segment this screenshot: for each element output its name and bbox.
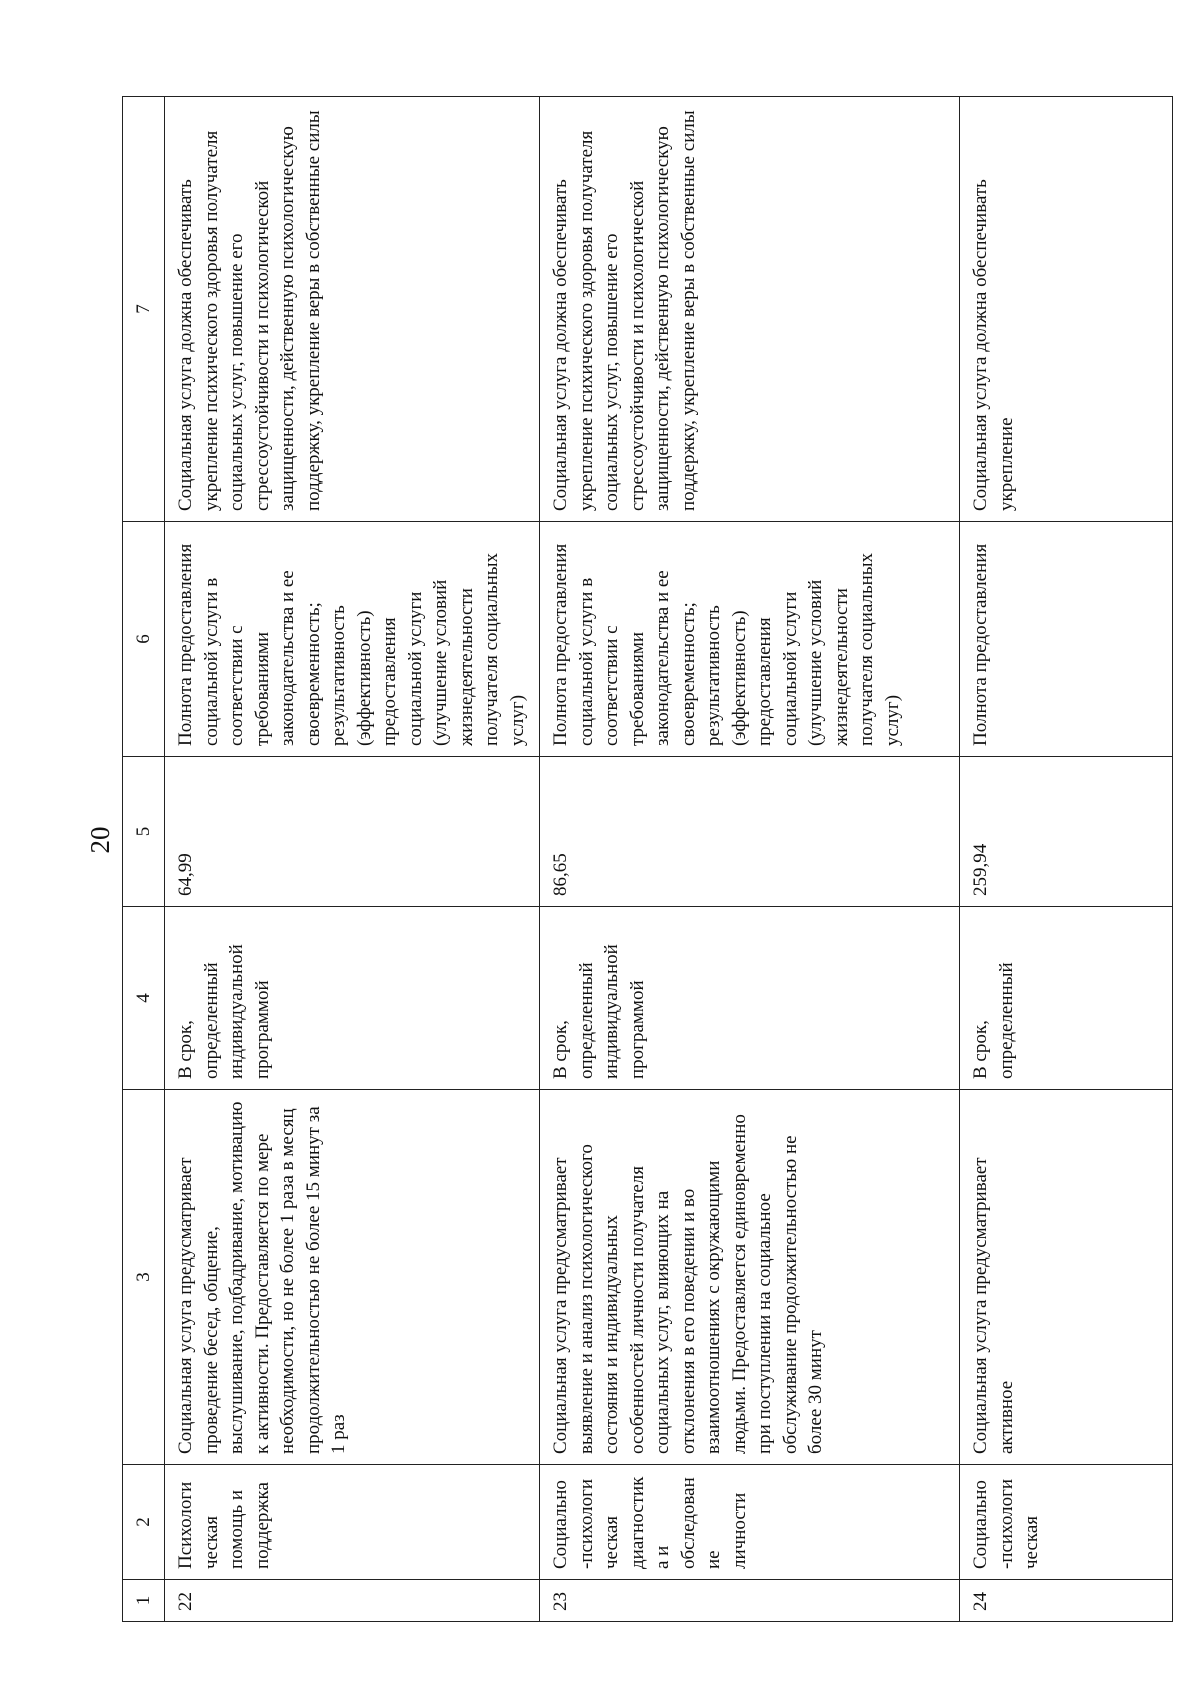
service-conditions: Социальная услуга должна обеспечивать укрепление: [960, 97, 1173, 522]
header-col-5: 5: [123, 757, 165, 907]
page-number: 20: [85, 826, 115, 854]
table-row: [165, 97, 540, 1622]
quality-indicators: Полнота предоставления социальной услуги в соответствии с требованиями законодательства и ее своевременность; результативность (эффективность) предоставления социальной услуги (улучшение условий жизнедеятельности получателя социальных услуг): [540, 522, 960, 757]
service-term: В срок, определенный индивидуальной программой: [540, 907, 960, 1090]
service-name: Социально-психологическая диагностика и обследование личности: [540, 1465, 960, 1580]
header-col-3: 3: [123, 1090, 165, 1465]
header-col-1: 1: [123, 1580, 165, 1622]
table-row: [960, 97, 1173, 1622]
rotated-table-container: [122, 97, 1172, 1622]
service-description: Социальная услуга предусматривает активное: [960, 1090, 1173, 1465]
service-description: Социальная услуга предусматривает выявление и анализ психологического состояния и индивидуальных особенностей личности получателя социальных услуг, влияющих на отклонения в его поведении и во взаимоотношениях с окружающими людьми. Предоставляется единовременно при поступлении на социальное обслуживание продолжительностью не более 30 минут: [540, 1090, 960, 1465]
service-conditions: Социальная услуга должна обеспечивать укрепление психического здоровья получателя социальных услуг, повышение его стрессоустойчивости и психологической защищенности, действенную психологическую поддержку, укрепление веры в собственные силы: [540, 97, 960, 522]
service-term: В срок, определенный индивидуальной программой: [165, 907, 540, 1090]
header-col-2: 2: [123, 1465, 165, 1580]
header-col-7: 7: [123, 97, 165, 522]
service-price: 259,94: [960, 757, 1173, 907]
service-conditions: Социальная услуга должна обеспечивать укрепление психического здоровья получателя социальных услуг, повышение его стрессоустойчивости и психологической защищенности, действенную психологическую поддержку, укрепление веры в собственные силы: [165, 97, 540, 522]
header-col-4: 4: [123, 907, 165, 1090]
row-number: 23: [540, 1580, 960, 1622]
quality-indicators: Полнота предоставления социальной услуги в соответствии с требованиями законодательства и ее своевременность; результативность (эффективность) предоставления социальной услуги (улучшение условий жизнедеятельности получателя социальных услуг): [165, 522, 540, 757]
service-price: 86,65: [540, 757, 960, 907]
table-row: [540, 97, 960, 1622]
quality-indicators: Полнота предоставления: [960, 522, 1173, 757]
service-description: Социальная услуга предусматривает проведение бесед, общение, выслушивание, подбадривание, мотивацию к активности. Предоставляется по мере необходимости, но не более 1 раза в месяц продолжительностью не более 15 минут за 1 раз: [165, 1090, 540, 1465]
service-term: В срок, определенный: [960, 907, 1173, 1090]
service-name: Социально-психологическая: [960, 1465, 1173, 1580]
row-number: 22: [165, 1580, 540, 1622]
row-number: 24: [960, 1580, 1173, 1622]
services-table: [122, 96, 1173, 1622]
service-price: 64,99: [165, 757, 540, 907]
service-name: Психологическая помощь и поддержка: [165, 1465, 540, 1580]
header-col-6: 6: [123, 522, 165, 757]
header-row: [123, 97, 165, 1622]
